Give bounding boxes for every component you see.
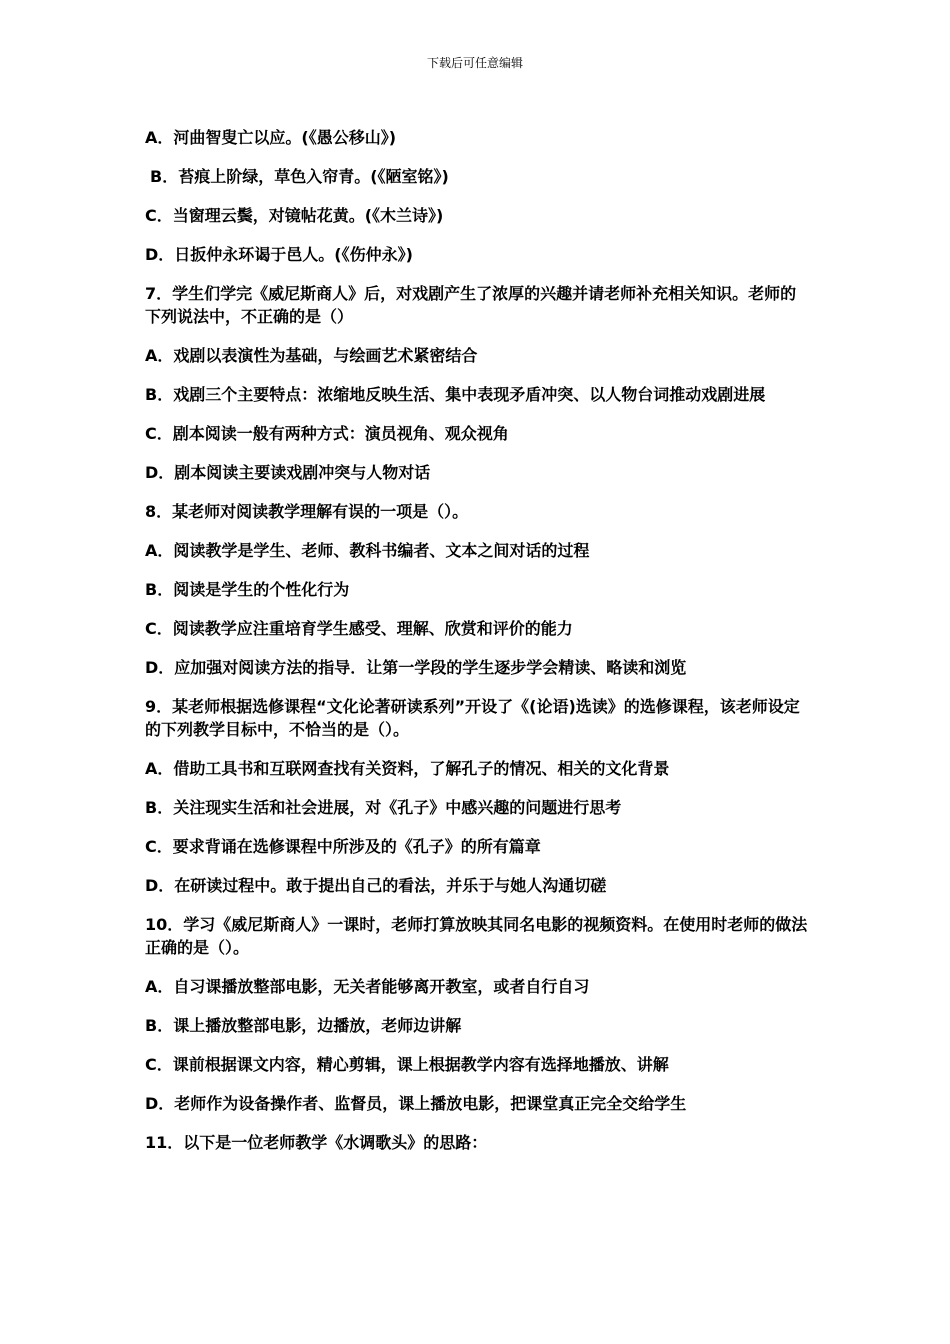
question-7: 7．学生们学完《威尼斯商人》后，对戏剧产生了浓厚的兴趣并请老师补充相关知识。老师的下列说法中，不正确的是（） xyxy=(145,284,797,326)
option-b-q10: B．课上播放整部电影，边播放，老师边讲解 xyxy=(145,1016,462,1035)
option-d-q6: D．日扳仲永环谒于邑人。(《伤仲永》) xyxy=(145,245,413,264)
option-d-q9: D．在研读过程中。敢于提出自己的看法，并乐于与她人沟通切磋 xyxy=(145,876,607,895)
option-a-q8: A．阅读教学是学生、老师、教科书编者、文本之间对话的过程 xyxy=(145,541,590,560)
option-b-q7: B．戏剧三个主要特点：浓缩地反映生活、集中表现矛盾冲突、以人物台词推动戏剧进展 xyxy=(145,385,766,404)
option-b-q9: B．关注现实生活和社会进展，对《孔子》中感兴趣的问题进行思考 xyxy=(145,798,622,817)
option-c-q9: C．要求背诵在选修课程中所涉及的《孔子》的所有篇章 xyxy=(145,837,541,856)
question-8: 8．某老师对阅读教学理解有误的一项是（）。 xyxy=(145,502,469,521)
option-d-q7: D．剧本阅读主要读戏剧冲突与人物对话 xyxy=(145,463,431,482)
question-9: 9．某老师根据选修课程“文化论著研读系列”开设了《(论语)选读》的选修课程，该老师设定的下列教学目标中，不恰当的是（）。 xyxy=(145,697,800,739)
option-a-q9: A．借助工具书和互联网查找有关资料，了解孔子的情况、相关的文化背景 xyxy=(145,759,670,778)
question-11: 11．以下是一位老师教学《水调歌头》的思路： xyxy=(145,1133,488,1152)
option-a-q7: A．戏剧以表演性为基础，与绘画艺术紧密结合 xyxy=(145,346,478,365)
option-c-q10: C．课前根据课文内容，精心剪辑，课上根据教学内容有选择地播放、讲解 xyxy=(145,1055,669,1074)
option-c-q7: C．剧本阅读一般有两种方式：演员视角、观众视角 xyxy=(145,424,509,443)
option-a-q10: A．自习课播放整部电影，无关者能够离开教室，或者自行自习 xyxy=(145,977,590,996)
option-c-q6: C．当窗理云鬓，对镜帖花黄。(《木兰诗》) xyxy=(145,206,444,225)
option-a-q6: A．河曲智叟亡以应。(《愚公移山》) xyxy=(145,128,397,147)
question-10: 10．学习《威尼斯商人》一课时，老师打算放映其同名电影的视频资料。在使用时老师的做法正确的是（）。 xyxy=(145,915,808,957)
option-b-q8: B．阅读是学生的个性化行为 xyxy=(145,580,350,599)
option-d-q8: D．应加强对阅读方法的指导．让第一学段的学生逐步学会精读、略读和浏览 xyxy=(145,658,687,677)
option-c-q8: C．阅读教学应注重培育学生感受、理解、欣赏和评价的能力 xyxy=(145,619,573,638)
page-header: 下载后可任意编辑 xyxy=(426,56,523,70)
option-b-q6: B．苔痕上阶绿，草色入帘青。(《陋室铭》) xyxy=(150,167,449,186)
document-body xyxy=(145,126,810,1170)
option-d-q10: D．老师作为设备操作者、监督员，课上播放电影，把课堂真正完全交给学生 xyxy=(145,1094,687,1113)
